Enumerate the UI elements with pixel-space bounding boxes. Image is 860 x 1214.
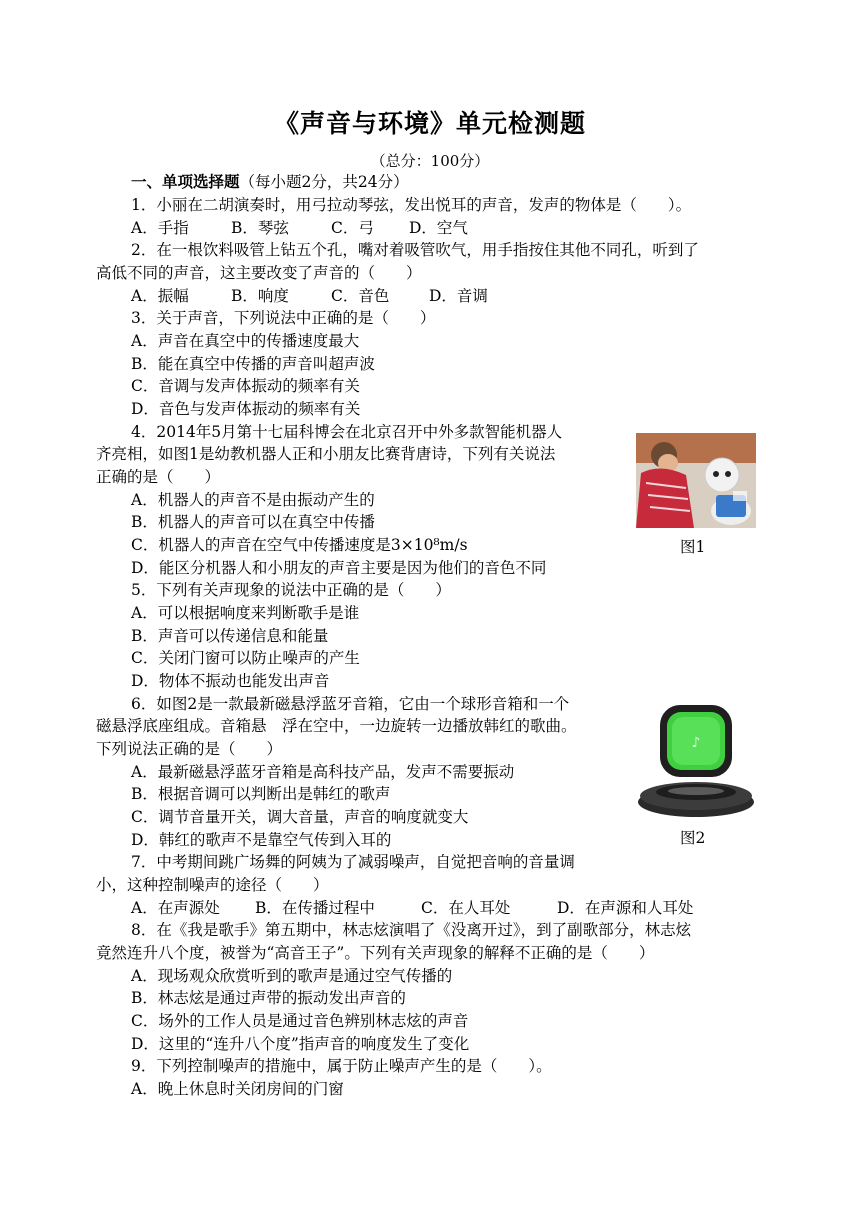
question-5-stem: 5．下列有关声现象的说法中正确的是（ ） [131, 581, 451, 599]
question-6-option-a: A．最新磁悬浮蓝牙音箱是高科技产品，发声不需要振动 [131, 763, 515, 781]
figure-2-caption: 图2 [680, 829, 706, 847]
question-3-option-a: A．声音在真空中的传播速度最大 [131, 332, 360, 350]
question-1-options [131, 217, 468, 240]
question-3-option-c: C．音调与发声体振动的频率有关 [131, 377, 360, 395]
question-4-option-d: D．能区分机器人和小朋友的声音主要是因为他们的音色不同 [131, 559, 547, 577]
option-a: A．手指 [131, 219, 189, 237]
question-7-stem: 7．中考期间跳广场舞的阿姨为了减弱噪声，自觉把音响的音量调 [131, 853, 575, 871]
section-note: （每小题2分，共24分） [239, 173, 409, 191]
question-6-stem-end: 下列说法正确的是（ ） [96, 740, 283, 758]
option-a: A．振幅 [131, 287, 189, 305]
option-c: C．在人耳处 [421, 899, 511, 917]
question-1-stem: 1．小丽在二胡演奏时，用弓拉动琴弦，发出悦耳的声音，发声的物体是（ ）。 [131, 196, 692, 214]
question-5-option-d: D．物体不振动也能发出声音 [131, 672, 330, 690]
question-4-stem-end: 正确的是（ ） [96, 468, 221, 486]
question-8-option-d: D．这里的“连升八个度”指声音的响度发生了变化 [131, 1035, 470, 1053]
option-d: D．在声源和人耳处 [557, 899, 694, 917]
option-b: B．响度 [231, 287, 289, 305]
question-6-stem: 6．如图2是一款最新磁悬浮蓝牙音箱，它由一个球形音箱和一个 [131, 695, 570, 713]
question-8-option-b: B．林志炫是通过声带的振动发出声音的 [131, 989, 406, 1007]
question-5-option-b: B．声音可以传递信息和能量 [131, 627, 329, 645]
page-title: 《声音与环境》单元检测题 [273, 109, 586, 138]
total-score: （总分：100分） [370, 152, 490, 170]
question-6-option-b: B．根据音调可以判断出是韩红的歌声 [131, 785, 391, 803]
question-7-options [131, 897, 693, 920]
robot-child-image [636, 433, 756, 528]
levitating-speaker-image [636, 702, 756, 822]
question-4-stem: 4．2014年5月第十七届科博会在北京召开中外多款智能机器人 [131, 423, 563, 441]
question-9-option-a: A．晚上休息时关闭房间的门窗 [131, 1080, 344, 1098]
question-4-option-c: C．机器人的声音在空气中传播速度是3×10⁸m/s [131, 536, 468, 554]
question-4-stem-cont: 齐亮相，如图1是幼教机器人正和小朋友比赛背唐诗，下列有关说法 [96, 445, 556, 463]
question-3-option-b: B．能在真空中传播的声音叫超声波 [131, 355, 375, 373]
question-2-stem: 2．在一根饮料吸管上钻五个孔，嘴对着吸管吹气，用手指按住其他不同孔，听到了 [131, 241, 699, 259]
svg-text:♪: ♪ [691, 735, 701, 751]
question-4-option-a: A．机器人的声音不是由振动产生的 [131, 491, 375, 509]
section-title: 一、单项选择题 [131, 172, 240, 191]
section-heading [131, 171, 409, 194]
question-9-stem: 9．下列控制噪声的措施中，属于防止噪声产生的是（ ）。 [131, 1057, 552, 1075]
option-d: D．音调 [429, 287, 488, 305]
option-c: C．音色 [331, 287, 390, 305]
question-7-stem-cont: 小，这种控制噪声的途径（ ） [96, 876, 329, 894]
question-4-option-b: B．机器人的声音可以在真空中传播 [131, 513, 375, 531]
question-2-stem-cont: 高低不同的声音，这主要改变了声音的（ ） [96, 264, 422, 282]
figure-1-robot-photo [636, 433, 756, 528]
option-c: C．弓 [331, 219, 374, 237]
question-8-option-c: C．场外的工作人员是通过音色辨别林志炫的声音 [131, 1012, 469, 1030]
question-5-option-c: C．关闭门窗可以防止噪声的产生 [131, 649, 360, 667]
figure-2-speaker-image [636, 702, 756, 822]
question-5-option-a: A．可以根据响度来判断歌手是谁 [131, 604, 360, 622]
option-d: D．空气 [409, 219, 468, 237]
question-8-stem: 8．在《我是歌手》第五期中，林志炫演唱了《没离开过》，到了副歌部分，林志炫 [131, 921, 692, 939]
figure-1-caption: 图1 [680, 538, 706, 556]
option-a: A．在声源处 [131, 899, 220, 917]
question-6-stem-cont: 磁悬浮底座组成。音箱悬 浮在空中，一边旋转一边播放韩红的歌曲。 [96, 717, 577, 735]
question-3-option-d: D．音色与发声体振动的频率有关 [131, 400, 361, 418]
question-2-options [131, 285, 488, 308]
option-b: B．在传播过程中 [255, 899, 375, 917]
option-b: B．琴弦 [231, 219, 289, 237]
question-3-stem: 3．关于声音，下列说法中正确的是（ ） [131, 309, 436, 327]
question-6-option-c: C．调节音量开关，调大音量，声音的响度就变大 [131, 808, 469, 826]
question-8-option-a: A．现场观众欣赏听到的歌声是通过空气传播的 [131, 967, 453, 985]
question-8-stem-cont: 竟然连升八个度，被誉为“高音王子”。下列有关声现象的解释不正确的是（ ） [96, 944, 655, 962]
question-6-option-d: D．韩红的歌声不是靠空气传到入耳的 [131, 831, 392, 849]
